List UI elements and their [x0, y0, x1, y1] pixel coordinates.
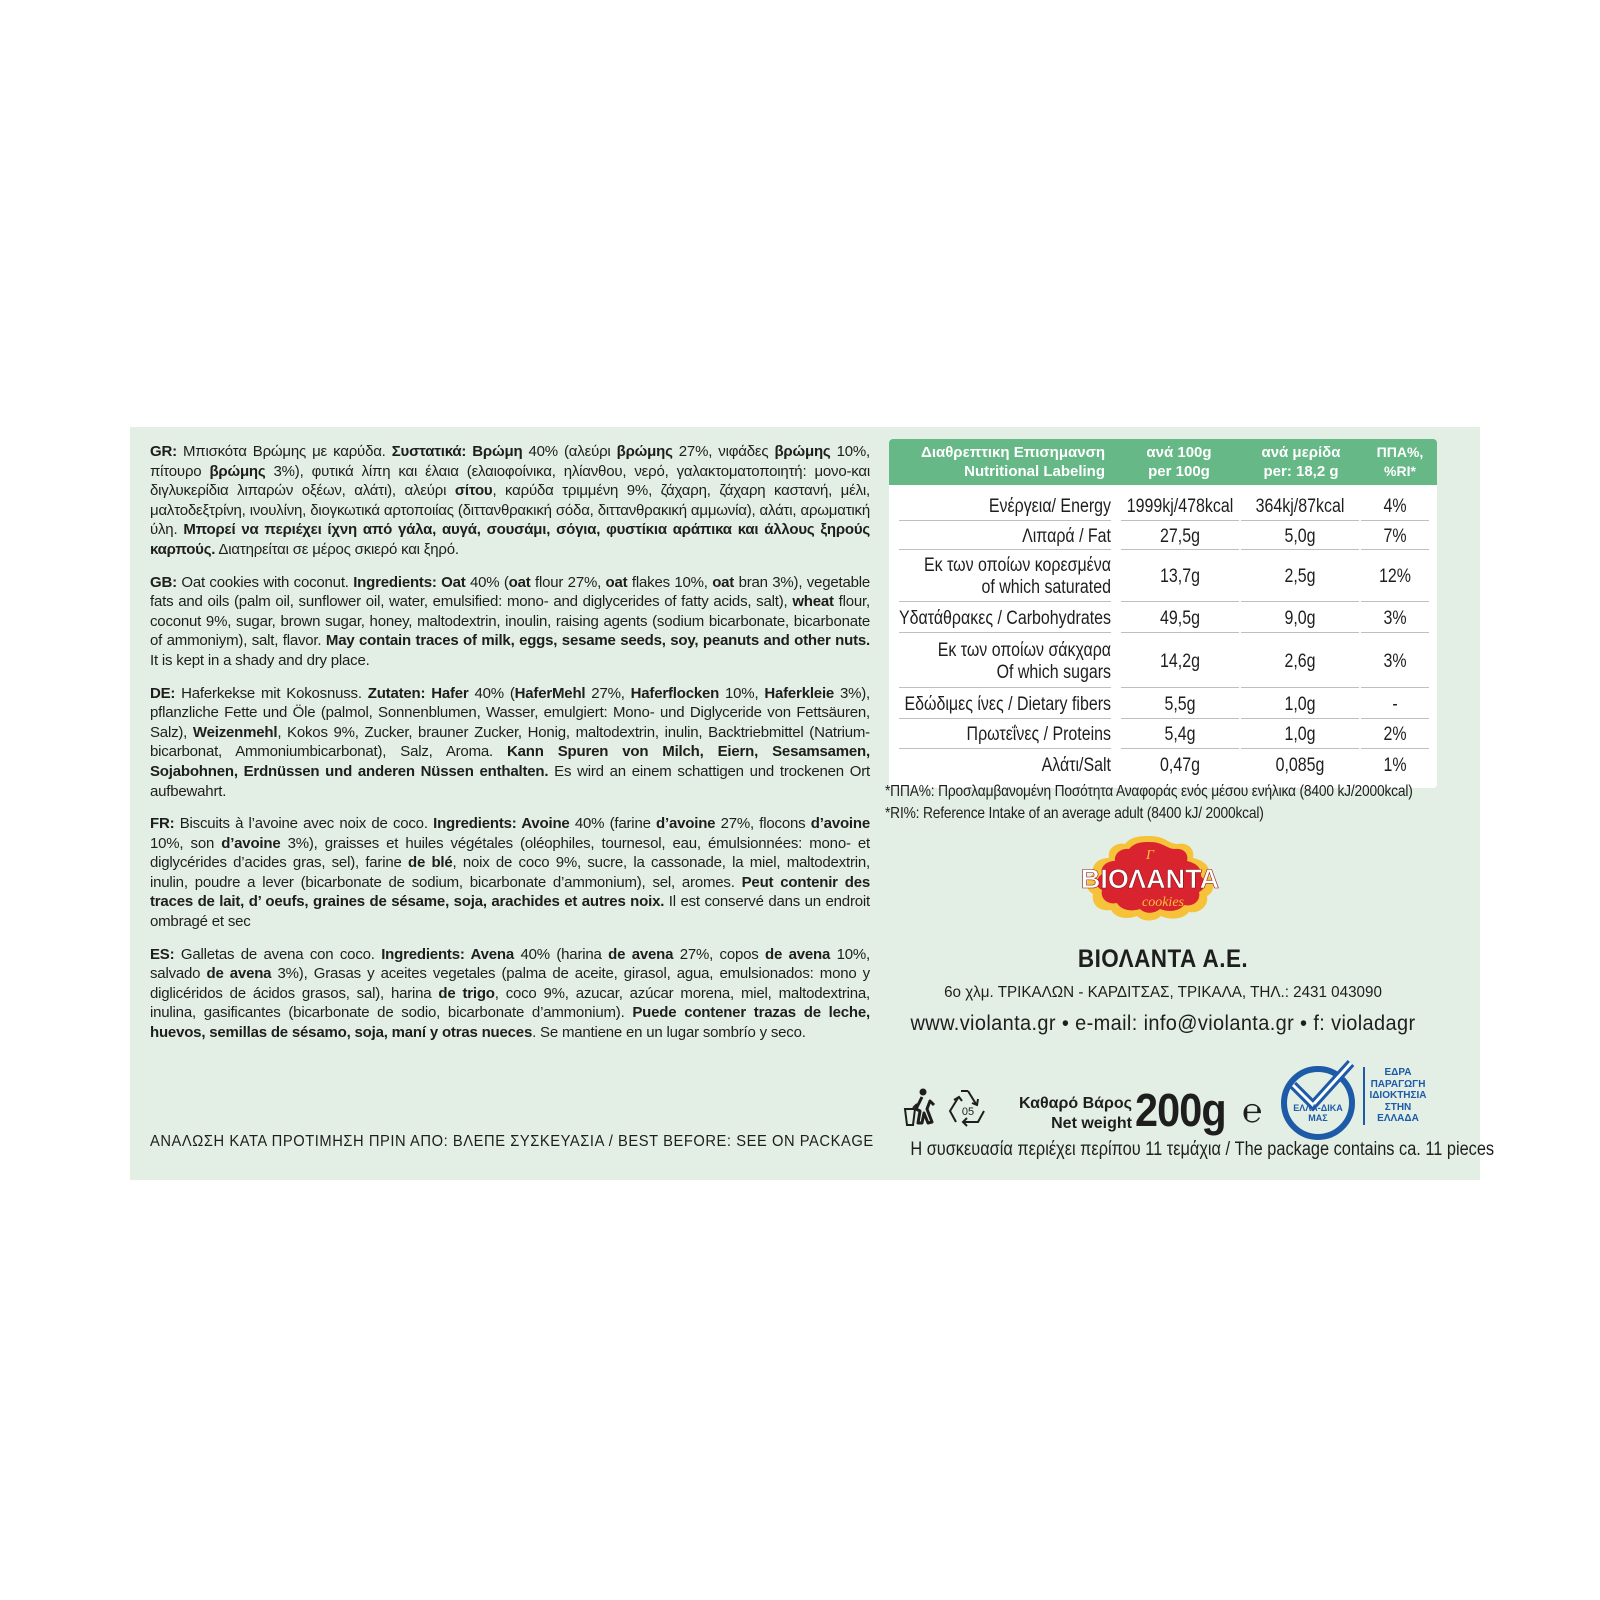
row-divider	[1121, 718, 1239, 719]
value-per-serving: 1,0g	[1284, 724, 1316, 745]
value-per-100g: 13,7g	[1160, 565, 1200, 587]
row-divider	[899, 748, 1111, 749]
ri-note-en: *RI%: Reference Intake of an average adult (8400 kJ/ 2000kcal)	[885, 805, 1264, 822]
value-ri: -	[1392, 694, 1398, 715]
row-divider	[1121, 748, 1239, 749]
row-divider	[899, 718, 1111, 719]
nutrition-row	[899, 691, 1429, 719]
best-before-text: ΑΝΑΛΩΣΗ ΚΑΤΑ ΠΡΟΤΙΜΗΣΗ ΠΡΙΝ ΑΠΟ: ΒΛΕΠΕ ΣΥΣΚΕΥΑΣΙΑ / BEST BEFORE: SEE ON PACKAGE	[150, 1133, 874, 1150]
tidyman-icon	[902, 1087, 938, 1127]
row-divider	[899, 632, 1111, 633]
recycle-code: 05	[961, 1106, 975, 1118]
per-serving-header: ανά μερίδα per: 18,2 g	[1261, 444, 1341, 480]
value-ri: 3%	[1383, 608, 1407, 629]
violanta-logo	[1065, 832, 1235, 922]
nutrition-row	[899, 493, 1429, 521]
logo-sub-text: cookies	[1142, 895, 1184, 910]
row-divider	[1241, 632, 1359, 633]
nutrient-name: Λιπαρά / Fat	[1022, 525, 1111, 547]
nutrition-header	[889, 439, 1437, 498]
ingredients-column	[150, 442, 870, 1056]
company-name: ΒΙΟΛΑΝΤΑ Α.Ε.	[1077, 945, 1249, 973]
value-per-serving: 0,085g	[1275, 755, 1325, 776]
nutrient-name: Εδώδιμες ίνες / Dietary fibers	[904, 694, 1111, 715]
value-ri: 1%	[1383, 755, 1407, 776]
nutrition-row	[899, 551, 1429, 602]
row-divider	[1361, 549, 1429, 550]
nutrition-row	[899, 635, 1429, 688]
row-divider	[1361, 748, 1429, 749]
nutrient-name: Υδατάθρακες / Carbohydrates	[898, 608, 1111, 629]
nutrition-title: Διαθρεπτικη Επισημανση Nutritional Labeling	[921, 444, 1105, 480]
net-weight-value: 200g	[1135, 1084, 1226, 1136]
nutrient-name: Αλάτι/Salt	[1041, 755, 1111, 776]
nutrition-row	[899, 721, 1429, 749]
nutrient-name: Εκ των οποίων σάκχαρα Of which sugars	[937, 639, 1111, 683]
row-divider	[1361, 632, 1429, 633]
value-per-100g: 1999kj/478kcal	[1126, 496, 1234, 517]
nutrition-row	[899, 523, 1429, 550]
value-per-100g: 0,47g	[1160, 755, 1200, 776]
value-per-100g: 49,5g	[1160, 608, 1200, 629]
estimated-sign-icon: ℮	[1242, 1093, 1263, 1130]
row-divider	[899, 601, 1111, 602]
row-divider	[1361, 601, 1429, 602]
company-address: 6ο χλμ. ΤΡΙΚΑΛΩΝ - ΚΑΡΔΙΤΣΑΣ, ΤΡΙΚΑΛΑ, ΤΗΛ.: 2431 043090	[944, 984, 1382, 1001]
value-ri: 2%	[1383, 724, 1407, 745]
row-divider	[1241, 520, 1359, 521]
ingredients-gb: GB: Oat cookies with coconut. Ingredients: Oat 40% (oat flour 27%, oat flakes 10%, oat bran 3%), vegetable fats and oils (palm oil, sunflower oil, water, emulsified: mono- and diglycerides of fatty acids, salt), wheat flour, coconut 9%, sugar, brown sugar, honey, maltodextrin, inoulin, raising agents (sodium bicarbonate, bicarbonate of ammoniym), salt, flavor. May contain traces of milk, eggs, sesame seeds, soy, peanuts and other nuts. It is kept in a shady and dry place.	[150, 573, 871, 669]
greek-product-badge	[1273, 1055, 1363, 1145]
row-divider	[1241, 601, 1359, 602]
row-divider	[1361, 520, 1429, 521]
nutrition-table	[889, 439, 1437, 788]
recycle-icon	[946, 1087, 990, 1127]
net-weight-label: Καθαρό Βάρος Net weight	[1018, 1095, 1132, 1132]
value-per-100g: 5,5g	[1164, 694, 1196, 715]
value-ri: 12%	[1379, 565, 1411, 587]
row-divider	[1121, 549, 1239, 550]
value-per-100g: 14,2g	[1160, 650, 1200, 672]
row-divider	[1241, 718, 1359, 719]
nutrient-name: Πρωτεΐνες / Proteins	[966, 724, 1111, 745]
row-divider	[899, 549, 1111, 550]
row-divider	[1121, 601, 1239, 602]
row-divider	[1121, 632, 1239, 633]
row-divider	[1241, 687, 1359, 688]
ingredients-gr: GR: Μπισκότα Βρώμης με καρύδα. Συστατικά: Βρώμη 40% (αλεύρι βρώμης 27%, νιφάδες βρώμης 10%, πίτουρο βρώμης 3%), φυτικά λίπη και έλαια (ελαιοφοίνικα, ηλίανθου, νερό, γαλακτοματοποιητή: μονο-και διγλυκερίδια λιπαρών οξέων, αλάτι), αλεύρι σίτου, καρύδα τριμμένη 9%, ζάχαρη, ζάχαρη καστανή, μέλι, μαλτοδεξτρίνη, ινουλίνη, διογκωτικά αρτοποιίας (διττανθρακική σόδα, διττανθρακική αμμωνία), αλάτι, αρωματική ύλη. Μπορεί να περιέχει ίχνη από γάλα, αυγά, σουσάμι, σόγια, φυστίκια αράπικα και άλλους ξηρούς καρπούς. Διατηρείται σε μέρος σκιερό και ξηρό.	[150, 443, 870, 558]
ingredients-fr: FR: Biscuits à l’avoine avec noix de coco. Ingredients: Avoine 40% (farine d’avoine 27%, flocons d’avoine 10%, son d’avoine 3%), graisses et huiles végétales (oléophiles, tournesol, eau, émulsionnées: mono- et diglycérides d’acides gras, sel), farine de blé, noix de coco 9%, sucre, la cassonade, la miel, maltodextrin, inulin, poudre a lever (bicarbonate de sodium, bicarbonate d’ammonium), sel, aromes. Peut contenir des traces de lait, d’ oeufs, graines de sésame, soja, arachides et autres noix. Il est conservé dans un endroit ombragé et sec	[150, 815, 870, 931]
value-per-serving: 1,0g	[1284, 694, 1316, 715]
nutrient-name: Εκ των οποίων κορεσμένα of which saturated	[924, 554, 1111, 598]
row-divider	[1121, 687, 1239, 688]
row-divider	[1121, 520, 1239, 521]
ingredients-de: DE: Haferkekse mit Kokosnuss. Zutaten: Hafer 40% (HaferMehl 27%, Haferflocken 10%, Haferkleie 3%), pflanzliche Fette und Öle (palmol, Sonnenblumen, Wasser, emulgiert: Mono- und Diglyceride von Fettsäuren, Salz), Weizenmehl, Kokos 9%, Zucker, brauner Zucker, Honig, maltodextrin, inulin, Backtriebmittel (Natrium-bicarbonat, Ammoniumbicarbonat), Salz, Aroma. Kann Spuren von Milch, Eiern, Sesamsamen, Sojabohnen, Erdnüssen und anderen Nüssen enthalten. Es wird an einem schattigen und trockenen Ort aufbewahrt.	[150, 684, 871, 800]
row-divider	[1361, 687, 1429, 688]
per-100g-header: ανά 100g per 100g	[1146, 444, 1212, 480]
logo-brand-text: ΒΙΟΛΑΝΤΑ	[1080, 864, 1220, 894]
value-per-100g: 27,5g	[1160, 525, 1200, 547]
ri-note-gr: *ΠΠΑ%: Προσλαμβανομένη Ποσότητα Αναφοράς ενός μέσου ενήλικα (8400 kJ/2000kcal)	[885, 783, 1413, 800]
value-per-serving: 2,6g	[1284, 650, 1316, 672]
label-panel	[130, 427, 1495, 1180]
value-ri: 3%	[1383, 650, 1407, 672]
nutrition-row	[899, 751, 1429, 781]
value-per-serving: 9,0g	[1284, 608, 1316, 629]
nutrition-row	[899, 605, 1429, 633]
ri-header: ΠΠΑ%, %RI* ανά μερίδα	[1363, 444, 1437, 498]
logo-top-letter: Γ	[1146, 848, 1154, 863]
row-divider	[899, 687, 1111, 688]
value-per-serving: 5,0g	[1284, 525, 1316, 547]
value-per-serving: 364kj/87kcal	[1255, 496, 1345, 517]
row-divider	[899, 520, 1111, 521]
package-pieces-text: Η συσκευασία περιέχει περίπου 11 τεμάχια / The package contains ca. 11 pieces	[910, 1139, 1495, 1160]
company-web[interactable]: www.violanta.gr • e-mail: info@violanta.gr • f: violadagr	[910, 1012, 1416, 1035]
value-ri: 7%	[1383, 525, 1407, 547]
row-divider	[1361, 718, 1429, 719]
row-divider	[1241, 549, 1359, 550]
value-ri: 4%	[1383, 496, 1407, 517]
nutrient-name: Ενέργεια/ Energy	[988, 496, 1111, 517]
value-per-100g: 5,4g	[1164, 724, 1196, 745]
badge-inner-text: ΕΛΛΑ-ΔΙΚΑ ΜΑΣ	[1293, 1103, 1343, 1123]
row-divider	[1241, 748, 1359, 749]
badge-side-text: ΕΔΡΑ ΠΑΡΑΓΩΓΗ ΙΔΙΟΚΤΗΣΙΑ ΣΤΗΝ ΕΛΛΑΔΑ	[1363, 1067, 1427, 1125]
value-per-serving: 2,5g	[1284, 565, 1316, 587]
ingredients-es: ES: Galletas de avena con coco. Ingredients: Avena 40% (harina de avena 27%, copos de avena 10%, salvado de avena 3%), Grasas y aceites vegetales (palma de aceite, girasol, agua, emulsionados: mono y diglicéridos de ácidos grasos, sal), harina de trigo, coco 9%, azucar, azúcar morena, miel, maltodextrina, inulina, gasificantes (bicarbonate de sodio, bicarbonate d’ammonium). Puede contener trazas de leche, huevos, semillas de sésamo, soja, maní y otras nueces. Se mantiene en un lugar sombrío y seco.	[150, 945, 871, 1042]
